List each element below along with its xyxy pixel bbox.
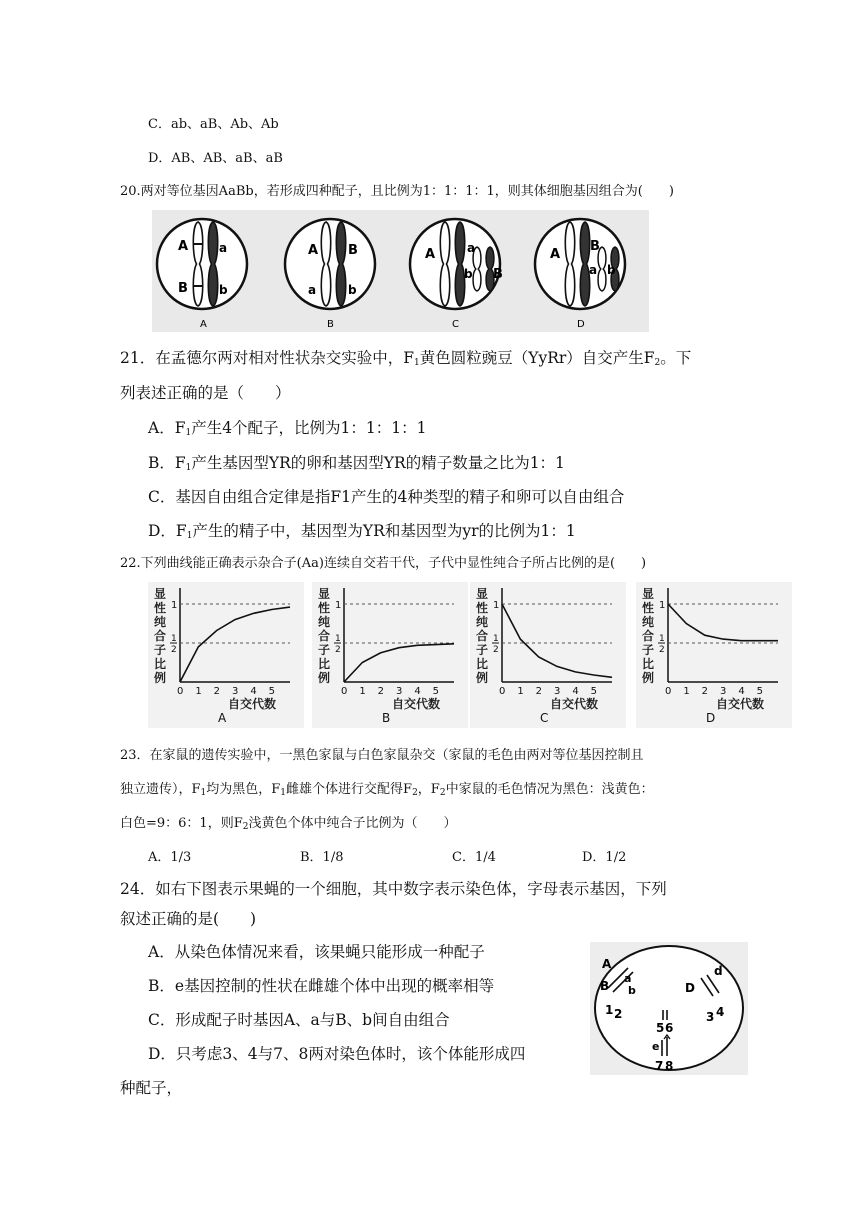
q22-panel-label: A [218,711,227,725]
q22-xlabel: 自交代数 [716,697,765,711]
q22-xtick: 3 [554,686,561,697]
q22-chart-d [636,582,792,728]
q22-ylabel-char: 显 [318,587,331,601]
q20-b-gene-2: B [348,243,358,258]
q20-d-gene-2: B [590,239,600,254]
q24-option-d-line2: 种配子， [120,1079,183,1097]
q24-option-d-line1: D．只考虑3、4与7、8两对染色体时，该个体能形成四 [148,1045,526,1063]
q23-option-d: D．1/2 [582,850,627,865]
q22-xtick: 2 [213,686,221,697]
q22-ylabel-char: 纯 [642,615,655,629]
q23-option-c: C．1/4 [452,850,496,865]
q24-stem-line1: 24．如右下图表示果蝇的一个细胞，其中数字表示染色体，字母表示基因，下列 [120,880,667,898]
q22-figure [148,582,796,728]
q22-ytick-half-num: 1 [171,634,177,644]
q20-cell-diagrams [152,210,649,332]
q22-ylabel-char: 性 [318,601,331,615]
q24-gene-e: e [652,1040,660,1053]
q22-ylabel-char: 例 [642,671,655,685]
q22-xtick: 5 [756,686,764,697]
q22-chart-a [148,582,304,728]
q22-ylabel-char: 纯 [318,615,331,629]
q22-ytick-half-den: 2 [171,645,177,655]
q22-xlabel: 自交代数 [228,697,277,711]
q20-d-gene-1: A [550,247,561,262]
q24-chr-7: 7 [655,1059,664,1073]
q22-ytick-1: 1 [335,600,342,611]
q22-xtick: 2 [377,686,385,697]
q19-option-d: D．AB、AB、aB、aB [148,151,283,166]
q22-xlabel: 自交代数 [550,697,599,711]
q20-c-gene-1: A [425,247,436,262]
q22-xtick: 0 [341,686,348,697]
q22-ytick-half-den: 2 [659,645,665,655]
q22-xtick: 1 [683,686,690,697]
q22-panel-label: D [706,711,716,725]
q20-figure [152,210,649,332]
q22-ytick-1: 1 [659,600,666,611]
q20-panel-b [285,219,375,309]
q22-ylabel-char: 比 [318,657,331,671]
q22-ylabel-char: 子 [154,643,167,657]
q22-xtick: 4 [572,686,579,697]
q20-b-gene-4: b [348,283,357,297]
q23-line2: 独立遗传），$F_1$均为黑色，$F_1$雌雄个体进行交配得$F_2$，$F_2$中家鼠的毛色情况为黑色：浅黄色： [120,782,654,798]
q24-option-c: C．形成配子时基因A、a与B、b间自由组合 [148,1011,450,1029]
q22-ylabel-char: 合 [318,629,331,643]
q24-chr-2: 2 [614,1007,623,1021]
q23-option-b: B．1/8 [300,850,344,865]
q22-xlabel: 自交代数 [392,697,441,711]
q22-ylabel-char: 比 [642,657,655,671]
q22-chart-b [312,582,468,728]
q20-c-gene-4: B [493,267,503,282]
q21-option-d: D．$F_1$产生的精子中，基因型为YR和基因型为yr的比例为1：1 [148,522,576,541]
q23-line3: 白色=9：6：1，则$F_2$浅黄色个体中纯合子比例为（ ） [120,816,457,832]
q20-b-gene-1: A [308,243,319,258]
q24-cell-diagram [590,942,748,1075]
q21-option-c: C．基因自由组合定律是指F1产生的4种类型的精子和卵可以自由组合 [148,488,625,506]
q22-ytick-1: 1 [171,600,178,611]
q20-panel-d [535,219,625,309]
q22-ylabel-char: 子 [642,643,655,657]
q22-xtick: 4 [250,686,257,697]
q22-ylabel-char: 显 [476,587,489,601]
q21-option-b: B．$F_1$产生基因型YR的卵和基因型YR的精子数量之比为1：1 [148,454,565,473]
q22-ytick-half-den: 2 [493,645,499,655]
q22-ylabel-char: 性 [642,601,655,615]
q22-ylabel-char: 例 [318,671,331,685]
q21-option-a: A．$F_1$产生4个配子，比例为1：1：1：1 [148,419,427,438]
q20-stem: 20.两对等位基因AaBb，若形成四种配子，且比例为1：1：1：1，则其体细胞基因组合为( ) [120,184,674,199]
q22-ylabel-char: 例 [476,671,489,685]
q20-a-gene-3: B [178,281,188,296]
q20-panel-d-label: D [577,319,585,330]
q22-xtick: 5 [268,686,276,697]
q22-ylabel-char: 显 [154,587,167,601]
q22-xtick: 0 [499,686,506,697]
q24-chr-4: 4 [716,1005,725,1019]
q24-gene-b: b [628,984,636,997]
q20-panel-b-label: B [327,319,334,330]
q22-xtick: 5 [590,686,598,697]
q24-option-a: A．从染色体情况来看，该果蝇只能形成一种配子 [148,943,485,961]
q22-xtick: 5 [432,686,440,697]
q24-gene-d: d [714,964,723,978]
q22-ylabel-char: 合 [154,629,167,643]
q22-xtick: 1 [359,686,366,697]
q22-charts [148,582,796,728]
q20-panel-a [157,219,247,309]
q22-ylabel-char: 纯 [476,615,489,629]
q22-xtick: 4 [738,686,745,697]
q22-ylabel-char: 显 [642,587,655,601]
q22-xtick: 4 [414,686,421,697]
q20-panel-a-label: A [200,319,207,330]
q22-ylabel-char: 比 [476,657,489,671]
q24-gene-A: A [602,957,612,971]
q22-xtick: 3 [720,686,727,697]
q20-b-gene-3: a [308,283,317,297]
q24-gene-D: D [685,981,695,995]
q22-xtick: 3 [232,686,239,697]
q22-ylabel-char: 性 [154,601,167,615]
q24-stem-line2: 叙述正确的是( ) [120,910,257,928]
q22-ytick-half-den: 2 [335,645,341,655]
q24-chr-6: 6 [665,1021,674,1035]
q22-ylabel-char: 合 [642,629,655,643]
q20-panel-c [410,219,503,309]
q22-xtick: 0 [665,686,672,697]
q24-option-b: B．e基因控制的性状在雌雄个体中出现的概率相等 [148,977,495,995]
q24-chr-5: 5 [656,1021,665,1035]
q22-ylabel-char: 子 [318,643,331,657]
q20-d-gene-3: a [589,263,598,277]
q22-panel-label: B [382,711,391,725]
q22-xtick: 2 [701,686,709,697]
q22-panel-label: C [540,711,549,725]
q20-c-gene-3: b [464,267,473,281]
q21-stem-line1: 21．在孟德尔两对相对性状杂交实验中，$F_1$黄色圆粒豌豆（YyRr）自交产生$F_2$。下 [120,349,692,368]
q22-ylabel-char: 性 [476,601,489,615]
q22-xtick: 2 [535,686,543,697]
q22-xtick: 1 [195,686,202,697]
q20-d-gene-4: b [607,263,616,277]
q24-gene-B: B [600,979,610,993]
q24-gene-a: a [624,972,632,985]
q24-chr-3: 3 [706,1010,715,1024]
q20-panel-c-label: C [452,319,459,330]
q22-stem: 22.下列曲线能正确表示杂合子(Aa)连续自交若干代，子代中显性纯合子所占比例的是( ) [120,556,647,571]
q22-ylabel-char: 纯 [154,615,167,629]
q22-xtick: 1 [517,686,524,697]
q23-line1: 23．在家鼠的遗传实验中，一黑色家鼠与白色家鼠杂交（家鼠的毛色由两对等位基因控制且 [120,748,644,763]
q22-ytick-1: 1 [493,600,500,611]
q22-xtick: 3 [396,686,403,697]
q22-ylabel-char: 合 [476,629,489,643]
q23-option-a: A．1/3 [148,850,192,865]
q20-a-gene-4: b [219,283,228,297]
q22-chart-c [470,582,626,728]
q24-chr-8: 8 [665,1059,674,1073]
q20-c-gene-2: a [467,241,476,255]
q22-ytick-half-num: 1 [335,634,341,644]
q22-xtick: 0 [177,686,184,697]
q24-figure [590,942,748,1075]
q22-ytick-half-num: 1 [659,634,665,644]
q19-option-c: C．ab、aB、Ab、Ab [148,117,279,132]
q22-ytick-half-num: 1 [493,634,499,644]
q22-ylabel-char: 子 [476,643,489,657]
q21-stem-line2: 列表述正确的是（ ） [120,384,291,402]
q20-a-gene-1: A [178,239,189,254]
q22-ylabel-char: 例 [154,671,167,685]
q24-chr-1: 1 [605,1003,614,1017]
q20-a-gene-2: a [219,241,228,255]
q22-ylabel-char: 比 [154,657,167,671]
